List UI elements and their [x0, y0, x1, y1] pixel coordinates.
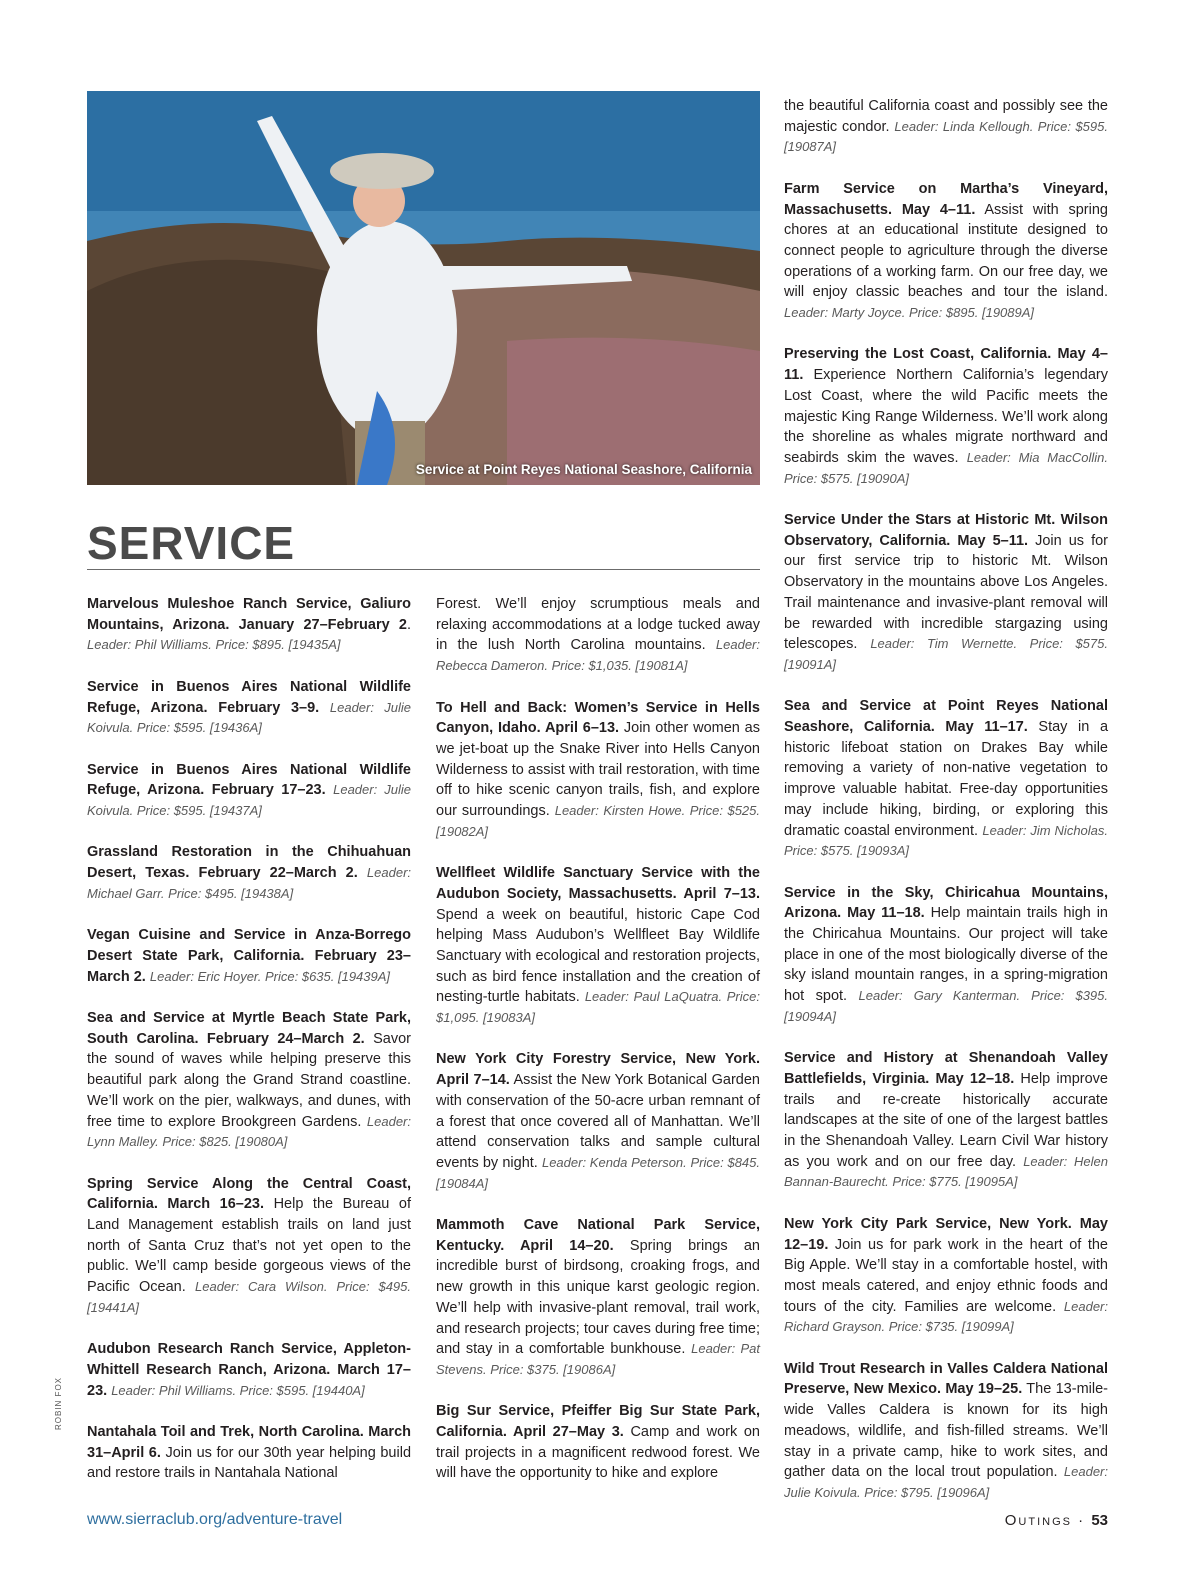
trip-listing: [784, 96, 1108, 158]
trip-leader-price: Leader: Julie Koivula. Price: $795. [19096A]: [784, 1464, 1108, 1500]
trip-description: Join us for park work in the heart of the Big Apple. We’ll stay in a comfortable hostel, with most meals catered, and enjoy ethnic foods and tours of the city. Families are welcome.: [784, 1236, 1108, 1315]
trip-title: Grassland Restoration in the Chihuahuan Desert, Texas. February 22–March 2.: [87, 844, 411, 882]
trip-listing: [784, 1048, 1108, 1193]
trip-title: Wellfleet Wildlife Sanctuary Service with the Audubon Society, Massachusetts. April 7–13.: [436, 865, 760, 902]
trip-description: Help maintain trails high in the Chiricahua Mountains. Our project will take place in one of the most biologically diverse of the sky island mountain ranges, in a spring-migration hot spot.: [784, 905, 1108, 1005]
trip-description: [319, 700, 330, 716]
column-3: [784, 96, 1108, 1524]
trip-listing: [784, 510, 1108, 676]
trip-description: Spring brings an incredible burst of birdsong, croaking frogs, and new growth in this unique karst geologic region. We’ll help with invasive-plant removal, trail work, and research projects; tour caves during free time; and stay in a comfortable bunkhouse.: [436, 1237, 760, 1358]
trip-title: Service and History at Shenandoah Valley Battlefields, Virginia. May 12–18.: [784, 1050, 1108, 1087]
trip-listing: [87, 1339, 411, 1401]
trip-leader-price: Leader: Julie Koivula. Price: $595. [19437A]: [87, 782, 411, 818]
footer-separator: ·: [1078, 1512, 1086, 1529]
trip-description: Savor the sound of waves while helping preserve this beautiful park along the Grand Strand coastline. We’ll work on the pier, walkways, and dunes, with free time to explore Brookgreen Gardens.: [87, 1030, 411, 1130]
trip-title: Vegan Cuisine and Service in Anza-Borrego Desert State Park, California. February 23–March 2.: [87, 927, 411, 985]
trip-title: Service in Buenos Aires National Wildlife Refuge, Arizona. February 17–23.: [87, 761, 411, 799]
trip-leader-price: Leader: Lynn Malley. Price: $825. [19080A]: [87, 1113, 411, 1150]
trip-description: the beautiful California coast and possibly see the majestic condor.: [784, 98, 1108, 135]
trip-listing: [87, 842, 411, 904]
hero-photo: [87, 91, 760, 485]
trip-title: Preserving the Lost Coast, California. May 4–11.: [784, 346, 1108, 384]
trip-title: Nantahala Toil and Trek, North Carolina. March 31–April 6.: [87, 1424, 411, 1461]
trip-leader-price: Leader: Rebecca Dameron. Price: $1,035. [19081A]: [436, 637, 760, 674]
trip-listing: [87, 594, 411, 656]
trip-listing: [87, 1174, 411, 1319]
trip-leader-price: Leader: Kirsten Howe. Price: $525. [19082A]: [436, 803, 761, 839]
trip-listing: [784, 1214, 1108, 1338]
trip-title: Big Sur Service, Pfeiffer Big Sur State Park, California. April 27–May 3.: [436, 1403, 760, 1441]
trip-listing: [784, 179, 1108, 324]
trip-leader-price: Leader: Phil Williams. Price: $895. [19435A]: [87, 637, 341, 653]
trip-description: Stay in a historic lifeboat station on Drakes Bay while removing a variety of non-native vegetation to improve valuable habitat. Free-day opportunities may include hiking, birding, or exploring this dramatic coastal environment.: [784, 719, 1109, 839]
trip-leader-price: Leader: Richard Grayson. Price: $735. [19099A]: [784, 1298, 1108, 1335]
trip-listing: [436, 594, 760, 677]
trip-leader-price: Leader: Helen Bannan-Baurecht. Price: $775. [19095A]: [784, 1153, 1108, 1190]
photo-illustration: [87, 91, 760, 485]
trip-listing: [87, 1422, 411, 1484]
trip-title: Service in the Sky, Chiricahua Mountains, Arizona. May 11–18.: [784, 884, 1108, 922]
photo-caption: Service at Point Reyes National Seashore, California: [415, 462, 752, 477]
section-divider: [87, 569, 760, 570]
footer-url[interactable]: www.sierraclub.org/adventure-travel: [87, 1511, 343, 1528]
trip-leader-price: Leader: Julie Koivula. Price: $595. [19436A]: [87, 699, 411, 736]
trip-description: Help the Bureau of Land Management establish trails on land just north of Santa Cruz that’s not yet open to the public. We’ll camp beside gorgeous views of the Pacific Ocean.: [87, 1196, 411, 1296]
trip-listing: [87, 1008, 411, 1153]
trip-leader-price: Leader: Linda Kellough. Price: $595. [19087A]: [784, 118, 1108, 155]
trip-listing: [87, 760, 411, 822]
trip-title: New York City Park Service, New York. May 12–19.: [784, 1215, 1108, 1253]
trip-listing: [87, 677, 411, 739]
trip-leader-price: Leader: Michael Garr. Price: $495. [19438A]: [87, 865, 412, 901]
trip-title: Audubon Research Ranch Service, Appleton-Whittell Research Ranch, Arizona. March 17–23.: [87, 1341, 411, 1399]
trip-title: Farm Service on Martha’s Vineyard, Massachusetts. May 4–11.: [784, 180, 1108, 218]
trip-leader-price: Leader: Tim Wernette. Price: $575. [19091A]: [784, 636, 1108, 672]
trip-leader-price: Leader: Mia MacCollin. Price: $575. [19090A]: [784, 449, 1108, 486]
trip-leader-price: Leader: Jim Nicholas. Price: $575. [19093A]: [784, 822, 1109, 859]
trip-leader-price: Leader: Pat Stevens. Price: $375. [19086A]: [436, 1341, 761, 1377]
trip-title: Mammoth Cave National Park Service, Kentucky. April 14–20.: [436, 1217, 760, 1254]
section-title: SERVICE: [87, 517, 296, 569]
photo-credit: ROBIN FOX: [54, 1376, 63, 1430]
trip-description: Join other women as we jet-boat up the Snake River into Hells Canyon Wilderness to assist with trail restoration, with time off to hike scenic canyon trails, fish, and explore our surroundings.: [436, 720, 760, 820]
trip-listing: [784, 1359, 1108, 1504]
trip-description: Join us for our 30th year helping build and restore trails in Nantahala National: [87, 1444, 412, 1482]
trip-description: .: [406, 616, 411, 633]
trip-listing: [436, 698, 760, 843]
trip-description: Camp and work on trail projects in a magnificent redwood forest. We will have the opportunity to hike and explore: [436, 1424, 760, 1482]
trip-title: Sea and Service at Point Reyes National Seashore, California. May 11–17.: [784, 698, 1108, 736]
column-2: [436, 594, 760, 1505]
footer-page-info: [1005, 1512, 1108, 1529]
trip-listing: [784, 696, 1108, 862]
trip-listing: [784, 344, 1108, 489]
trip-listing: [784, 883, 1108, 1028]
trip-listing: [436, 1401, 760, 1484]
trip-description: Assist the New York Botanical Garden with conservation of the 50-acre urban remnant of a forest that once covered all of Manhattan. We’ll attend conservation talks and sample cultural events by night.: [436, 1072, 760, 1171]
trip-listing: [87, 925, 411, 987]
trip-leader-price: Leader: Marty Joyce. Price: $895. [19089A]: [784, 305, 1035, 321]
trip-description: Spend a week on beautiful, historic Cape Cod helping Mass Audubon’s Wellfleet Bay Wildlife Sanctuary with ecological and restoration projects, such as bird fence installation and the creation of nesting-turtle habitats.: [436, 906, 760, 1006]
trip-title: Sea and Service at Myrtle Beach State Park, South Carolina. February 24–March 2.: [87, 1009, 411, 1047]
trip-title: New York City Forestry Service, New York. April 7–14.: [436, 1051, 760, 1089]
trip-description: [358, 865, 367, 881]
trip-leader-price: Leader: Cara Wilson. Price: $495. [19441A]: [87, 1279, 411, 1315]
trip-leader-price: Leader: Kenda Peterson. Price: $845. [19084A]: [436, 1154, 760, 1191]
trip-leader-price: Leader: Gary Kanterman. Price: $395. [19094A]: [784, 988, 1108, 1024]
trip-leader-price: Leader: Phil Williams. Price: $595. [19440A]: [111, 1382, 365, 1398]
trip-listing: [436, 1049, 760, 1194]
trip-title: Service in Buenos Aires National Wildlife Refuge, Arizona. February 3–9.: [87, 678, 411, 716]
trip-leader-price: Leader: Paul LaQuatra. Price: $1,095. [19083A]: [436, 989, 760, 1026]
footer-section: Outings: [1004, 1512, 1072, 1529]
trip-title: To Hell and Back: Women’s Service in Hells Canyon, Idaho. April 6–13.: [436, 699, 760, 737]
trip-listing: [436, 863, 760, 1029]
trip-leader-price: Leader: Eric Hoyer. Price: $635. [19439A]: [149, 968, 391, 984]
trip-listing: [436, 1215, 760, 1381]
trip-description: Join us for our first service trip to historic Mt. Wilson Observatory in the mountains above Los Angeles. Trail maintenance and invasive-plant removal will be rewarded with incredible stargazing using telescopes.: [784, 532, 1109, 653]
trip-title: Spring Service Along the Central Coast, California. March 16–23.: [87, 1175, 411, 1213]
trip-description: Assist with spring chores at an educational institute designed to connect people to agriculture through the diverse operations of a working farm. On our free day, we will enjoy classic beaches and tour the island.: [784, 201, 1108, 301]
trip-description: Forest. We’ll enjoy scrumptious meals and relaxing accommodations at a lodge tucked away in the lush North Carolina mountains.: [436, 596, 760, 654]
trip-description: Experience Northern California’s legendary Lost Coast, where the wild Pacific meets the majestic King Range Wilderness. We’ll work along the shoreline as whales migrate northward and seabirds skim the waves.: [784, 367, 1108, 466]
trip-description: Help improve trails and re-create historically accurate landscapes at the site of one of the largest battles in the Shenandoah Valley. Learn Civil War history as you work and on our free day.: [784, 1070, 1108, 1170]
trip-title: Service Under the Stars at Historic Mt. Wilson Observatory, California. May 5–11.: [784, 512, 1108, 549]
trip-title: Marvelous Muleshoe Ranch Service, Galiuro Mountains, Arizona. January 27–February 2: [87, 596, 411, 633]
page-number: 53: [1091, 1512, 1108, 1529]
column-1: [87, 594, 411, 1505]
trip-description: The 13-mile-wide Valles Caldera is known for its high meadows, wildlife, and fish-filled streams. We’ll stay in a private camp, hike to work sites, and gather data on the local trout population.: [784, 1381, 1108, 1481]
trip-title: Wild Trout Research in Valles Caldera National Preserve, New Mexico. May 19–25.: [784, 1360, 1108, 1398]
trip-description: [326, 782, 333, 798]
